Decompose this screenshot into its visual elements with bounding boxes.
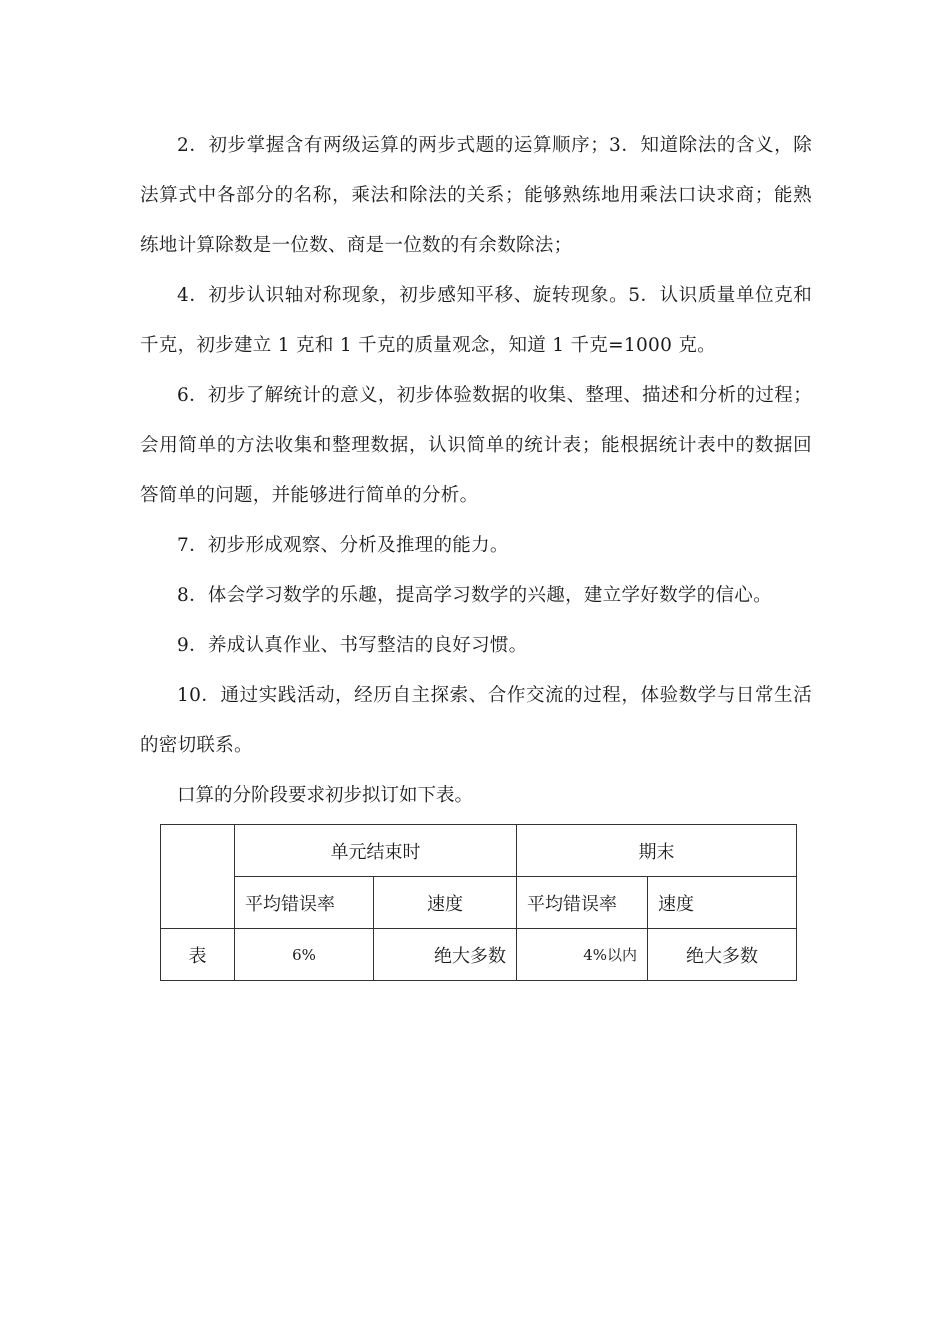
paragraph-8: 8．体会学习数学的乐趣，提高学习数学的兴趣，建立学好数学的信心。 [177, 585, 772, 606]
unit-error-rate-value: 6% [235, 929, 374, 981]
table-corner-cell [161, 825, 235, 929]
header-term-end: 期末 [517, 825, 797, 877]
subheader-unit-speed: 速度 [374, 877, 517, 929]
row-label: 表 [161, 929, 235, 981]
paragraph-4-5: 4．初步认识轴对称现象，初步感知平移、旋转现象。5．认识质量单位克和千克，初步建立 1 克和 1 千克的质量观念，知道 1 千克=1000 克。 [140, 285, 812, 356]
table-header-row [161, 825, 797, 877]
table-subheader-row [161, 877, 797, 929]
term-error-rate-value: 4%以内 [517, 929, 648, 981]
table-row [161, 929, 797, 981]
subheader-term-speed: 速度 [648, 877, 797, 929]
oral-calculation-table [160, 824, 797, 981]
term-speed-value: 绝大多数 [648, 929, 797, 981]
paragraph-9: 9．养成认真作业、书写整洁的良好习惯。 [177, 635, 528, 656]
document-body [140, 121, 812, 821]
paragraph-10: 10．通过实践活动，经历自主探索、合作交流的过程，体验数学与日常生活的密切联系。 [140, 685, 812, 756]
subheader-term-error-rate: 平均错误率 [517, 877, 648, 929]
header-unit-end: 单元结束时 [235, 825, 517, 877]
table-intro: 口算的分阶段要求初步拟订如下表。 [177, 785, 474, 806]
paragraph-7: 7．初步形成观察、分析及推理的能力。 [177, 535, 509, 556]
unit-speed-value: 绝大多数 [374, 929, 517, 981]
subheader-unit-error-rate: 平均错误率 [235, 877, 374, 929]
paragraph-6: 6．初步了解统计的意义，初步体验数据的收集、整理、描述和分析的过程；会用简单的方法收集和整理数据，认识简单的统计表；能根据统计表中的数据回答简单的问题，并能够进行简单的分析。 [140, 385, 812, 506]
paragraph-2-3: 2．初步掌握含有两级运算的两步式题的运算顺序；3．知道除法的含义，除法算式中各部分的名称，乘法和除法的关系；能够熟练地用乘法口诀求商；能熟练地计算除数是一位数、商是一位数的有余数除法； [140, 135, 812, 256]
